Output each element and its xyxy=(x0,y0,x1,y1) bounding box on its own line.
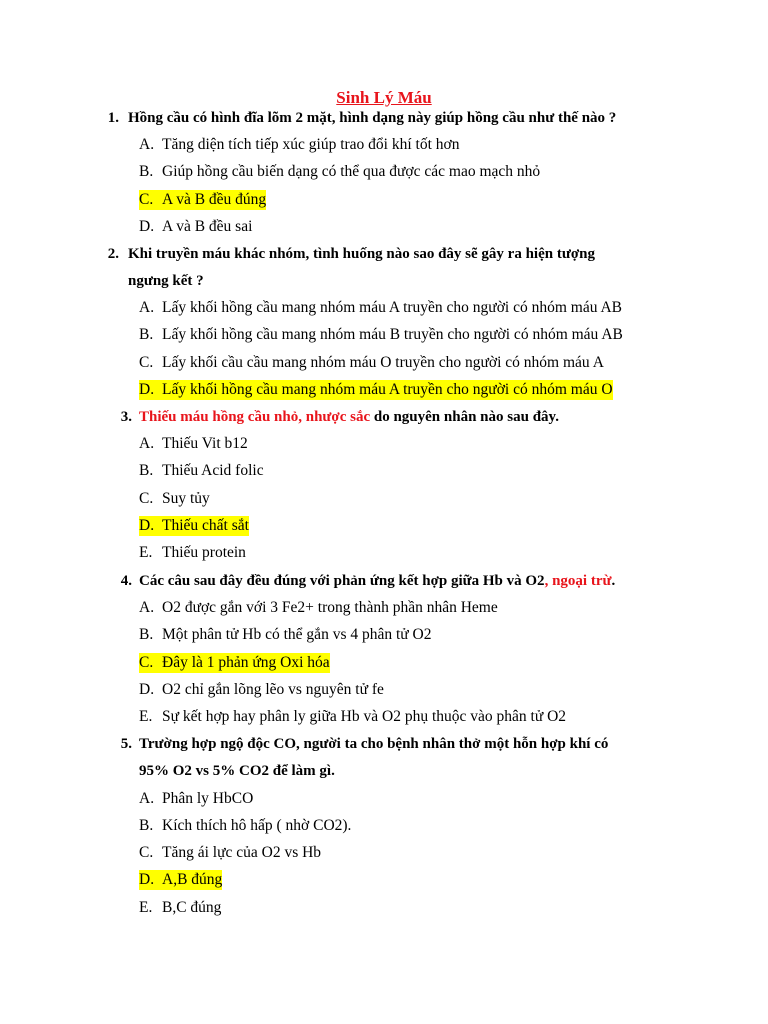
option-letter: C. xyxy=(139,844,154,861)
option-letter: B. xyxy=(139,817,154,834)
question-1-number: 1. xyxy=(107,110,119,126)
option-letter: B. xyxy=(139,326,154,343)
question-4-option-d xyxy=(139,680,384,700)
question-1-option-b xyxy=(139,162,540,182)
option-text: Suy tủy xyxy=(162,490,210,507)
option-text: Phân ly HbCO xyxy=(162,790,254,807)
question-5-option-d-answer xyxy=(139,870,222,890)
option-text: Kích thích hô hấp ( nhờ CO2). xyxy=(162,817,352,834)
option-letter: C. xyxy=(139,354,154,371)
question-2-option-a xyxy=(139,298,622,318)
question-4-text-main: Các câu sau đây đều đúng với phản ứng kết hợp giữa Hb và O2 xyxy=(139,573,545,589)
question-4-option-b xyxy=(139,625,432,645)
question-3-option-b xyxy=(139,461,264,481)
question-5-option-e xyxy=(139,898,221,918)
option-text: Thiếu Vit b12 xyxy=(162,435,248,452)
option-letter: A. xyxy=(139,299,155,316)
question-5-text-line1: Trường hợp ngộ độc CO, người ta cho bệnh nhân thở một hỗn hợp khí có xyxy=(139,736,609,752)
question-2-option-b xyxy=(139,325,623,345)
question-4-text-emphasis: , ngoại trừ xyxy=(544,573,612,589)
option-letter: D. xyxy=(139,218,155,235)
option-text: Thiếu Acid folic xyxy=(162,462,264,479)
option-text: Sự kết hợp hay phân ly giữa Hb và O2 phụ thuộc vào phân tử O2 xyxy=(162,708,567,725)
option-letter: D. xyxy=(139,381,155,398)
option-letter: D. xyxy=(139,871,155,888)
question-2-option-d-answer xyxy=(139,380,613,400)
option-text: Tăng ái lực của O2 vs Hb xyxy=(162,844,322,861)
option-letter: B. xyxy=(139,626,154,643)
question-5-number: 5. xyxy=(120,736,132,752)
option-letter: D. xyxy=(139,517,155,534)
option-letter: C. xyxy=(139,191,154,208)
question-4-number: 4. xyxy=(120,573,132,589)
option-text: Lấy khối hồng cầu mang nhóm máu B truyền cho người có nhóm máu AB xyxy=(162,326,623,343)
question-4-option-c-answer xyxy=(139,653,330,673)
question-3-option-c xyxy=(139,489,210,509)
option-text: A và B đều đúng xyxy=(162,191,267,208)
question-5-text-line2: 95% O2 vs 5% CO2 để làm gì. xyxy=(139,763,335,779)
question-3-text-emphasis: Thiếu máu hồng cầu nhỏ, nhược sắc xyxy=(139,409,371,425)
option-text: Lấy khối cầu cầu mang nhóm máu O truyền cho người có nhóm máu A xyxy=(162,354,604,371)
option-letter: E. xyxy=(139,544,153,561)
option-text: Giúp hồng cầu biến dạng có thể qua được các mao mạch nhỏ xyxy=(162,163,541,180)
option-letter: C. xyxy=(139,490,154,507)
option-text: O2 chỉ gắn lõng lẽo vs nguyên tử fe xyxy=(162,681,384,698)
option-text: B,C đúng xyxy=(162,899,222,916)
option-letter: C. xyxy=(139,654,154,671)
option-text: Thiếu protein xyxy=(162,544,246,561)
question-3-option-d-answer xyxy=(139,516,249,536)
question-3-option-a xyxy=(139,434,248,454)
option-letter: A. xyxy=(139,136,155,153)
option-letter: D. xyxy=(139,681,155,698)
option-text: Tăng diện tích tiếp xúc giúp trao đổi khí tốt hơn xyxy=(162,136,460,153)
question-1-option-c-answer xyxy=(139,190,266,210)
option-letter: B. xyxy=(139,462,154,479)
question-1-text: Hồng cầu có hình đĩa lõm 2 mặt, hình dạng này giúp hồng cầu như thế nào ? xyxy=(128,110,617,126)
option-letter: A. xyxy=(139,435,155,452)
option-text: O2 được gắn với 3 Fe2+ trong thành phần nhân Heme xyxy=(162,599,498,616)
question-3-text xyxy=(139,407,559,427)
option-text: A,B đúng xyxy=(162,871,223,888)
question-2-option-c xyxy=(139,353,604,373)
question-3-number: 3. xyxy=(120,409,132,425)
question-5-option-a xyxy=(139,789,253,809)
question-5-option-b xyxy=(139,816,351,836)
option-text: Lấy khối hồng cầu mang nhóm máu A truyền cho người có nhóm máu AB xyxy=(162,299,623,316)
question-4-text-end: . xyxy=(611,573,616,589)
question-3-option-e xyxy=(139,543,246,563)
option-letter: E. xyxy=(139,708,153,725)
option-letter: A. xyxy=(139,790,155,807)
option-text: Thiếu chất sắt xyxy=(162,517,249,534)
question-3-text-rest: do nguyên nhân nào sau đây. xyxy=(370,409,559,425)
option-letter: E. xyxy=(139,899,153,916)
option-text: Đây là 1 phản ứng Oxi hóa xyxy=(162,654,330,671)
option-letter: B. xyxy=(139,163,154,180)
option-text: Một phân tử Hb có thể gắn vs 4 phân tử O2 xyxy=(162,626,432,643)
question-1-option-d xyxy=(139,217,252,237)
page-title: Sinh Lý Máu xyxy=(336,88,432,107)
question-4-text xyxy=(139,571,615,591)
option-letter: A. xyxy=(139,599,155,616)
question-5-option-c xyxy=(139,843,321,863)
question-1-option-a xyxy=(139,135,459,155)
question-2-text-line2: ngưng kết ? xyxy=(128,273,204,289)
question-4-option-e xyxy=(139,707,566,727)
option-text: A và B đều sai xyxy=(162,218,253,235)
question-2-text-line1: Khi truyền máu khác nhóm, tình huống nào sao đây sẽ gây ra hiện tượng xyxy=(128,246,595,262)
option-text: Lấy khối hồng cầu mang nhóm máu A truyền cho người có nhóm máu O xyxy=(162,381,613,398)
question-2-number: 2. xyxy=(107,246,119,262)
question-4-option-a xyxy=(139,598,498,618)
